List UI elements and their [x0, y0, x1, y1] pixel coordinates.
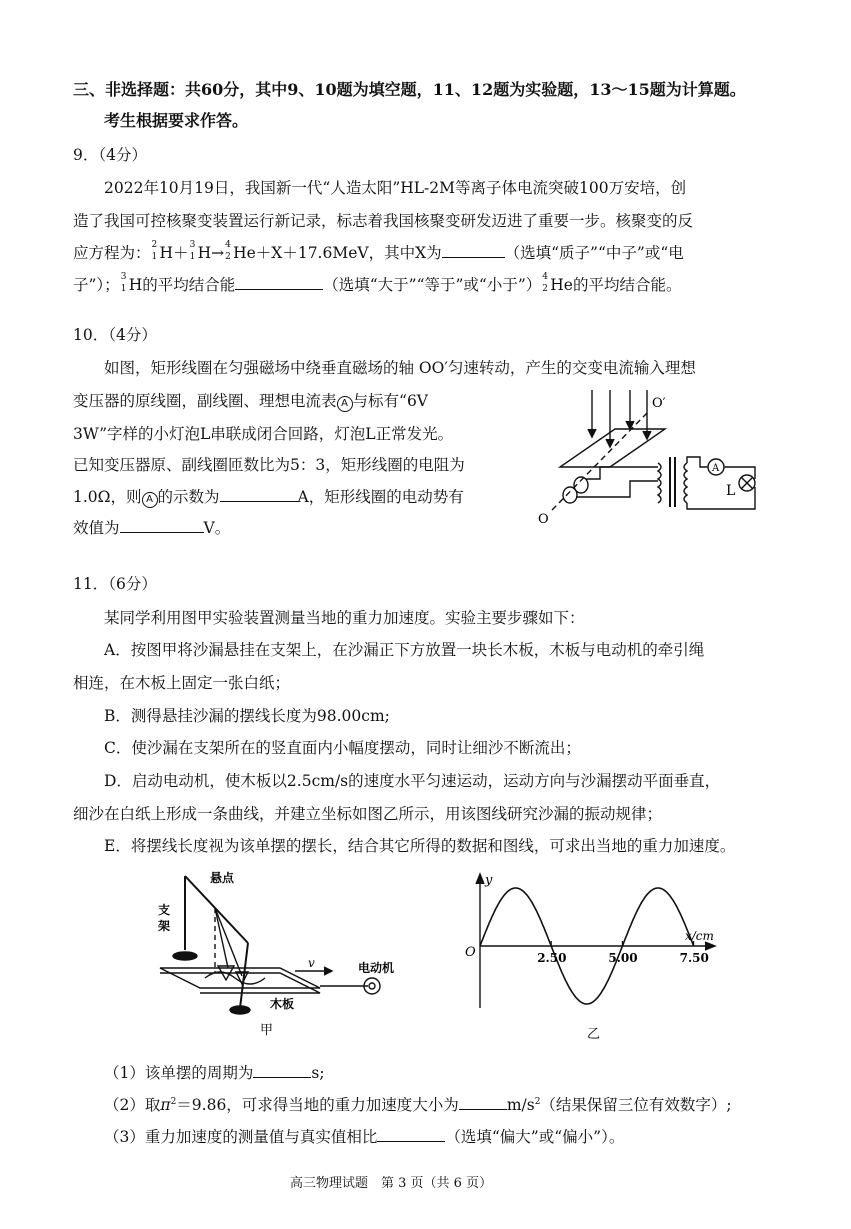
x-tick-label: 5.00: [608, 951, 638, 965]
reaction-arrow: →: [211, 244, 225, 262]
q11-number: 11．（6分）: [73, 575, 157, 593]
isotope-notation: 2 1: [151, 240, 158, 262]
q11-step-b: B．测得悬挂沙漏的摆线长度为98.00cm;: [104, 707, 390, 725]
q9-line3: [73, 241, 684, 263]
q9-line4-d: He的平均结合能。: [550, 276, 682, 294]
ammeter-symbol: A: [337, 396, 353, 412]
q10-line6: [73, 516, 230, 538]
q9-line4-a: 子”）；: [73, 276, 120, 294]
q11-sub2: [104, 1093, 732, 1115]
y-axis-label: y: [485, 873, 493, 888]
q11-step-d1: D．启动电动机，使木板以2.5cm/s的速度水平匀速运动，运动方向与沙漏摆动平面垂直，: [104, 772, 721, 790]
q11-step-d2: 细沙在白纸上形成一条曲线，并建立坐标如图乙所示，用该图线研究沙漏的振动规律；: [73, 805, 663, 823]
q9-line3-a: 应方程为：: [73, 244, 151, 262]
label-o: O: [538, 512, 549, 527]
q11-sub1-a: （1）该单摆的周期为: [104, 1064, 254, 1082]
ammeter-symbol: A: [142, 492, 158, 508]
x-tick-label: 2.50: [537, 951, 567, 965]
q9-line3-c: （选填“质子”“中子”或“电: [504, 244, 684, 262]
answer-blank[interactable]: [253, 1063, 311, 1078]
figure-caption-jia: 甲: [260, 1023, 274, 1038]
q11-sub2-a: （2）取: [104, 1096, 161, 1114]
page-footer: 高三物理试题 第 3 页（共 6 页）: [290, 1176, 493, 1191]
x-tick-label: 7.50: [679, 951, 709, 965]
q11-step-a1: A．按图甲将沙漏悬挂在支架上，在沙漏正下方放置一块长木板，木板与电动机的牵引绳: [104, 641, 705, 659]
q11-intro: 某同学利用图甲实验装置测量当地的重力加速度。实验主要步骤如下：: [104, 609, 585, 627]
q10-line5-c: A，矩形线圈的电动势有: [297, 488, 464, 506]
pendulum-apparatus-figure: [150, 868, 400, 1043]
q11-step-a2: 相连，在木板上固定一张白纸；: [73, 674, 291, 692]
motor-label: 电动机: [358, 961, 395, 975]
pi-exponent: 2: [170, 1096, 177, 1107]
q10-number: 10．（4分）: [73, 326, 157, 344]
stand-label-1: 支: [158, 903, 171, 917]
label-o-prime: O′: [652, 396, 666, 411]
q10-line1: 如图，矩形线圈在匀强磁场中绕垂直磁场的轴 OO′匀速转动，产生的交变电流输入理想: [104, 359, 696, 377]
lamp-label: L: [726, 483, 736, 499]
q11-sub3: [104, 1125, 624, 1147]
q10-line6-a: 效值为: [73, 519, 120, 537]
origin-label: O: [465, 945, 476, 960]
board-label: 木板: [270, 997, 295, 1011]
q9-line1: 2022年10月19日，我国新一代“人造太阳”HL-2M等离子体电流突破100万安培，创: [104, 179, 687, 197]
q9-number: 9．（4分）: [73, 146, 147, 164]
isotope-notation: 3 1: [189, 240, 196, 262]
q11-sub2-d: （结果保留三位有效数字）;: [540, 1096, 732, 1114]
isotope-notation: 3 1: [120, 272, 127, 294]
plus-sign: ＋: [173, 244, 189, 262]
q10-line5: [73, 485, 464, 508]
suspension-label: 悬点: [210, 871, 235, 885]
ammeter-label: A: [712, 463, 720, 474]
stand-label-2: 架: [158, 919, 171, 933]
section-heading: 三、非选择题：共60分，其中9、10题为填空题，11、12题为实验题，13～15题为计算题。: [73, 80, 746, 99]
answer-blank[interactable]: [220, 487, 298, 502]
answer-blank[interactable]: [459, 1095, 507, 1110]
q10-line3: 3W”字样的小灯泡L串联成闭合回路，灯泡L正常发光。: [73, 425, 454, 443]
q9-line4-b: H的平均结合能: [128, 276, 236, 294]
symbol-h: H: [197, 244, 212, 262]
answer-blank[interactable]: [377, 1127, 445, 1142]
q11-sub1: [104, 1061, 325, 1083]
isotope-notation: 4 2: [225, 240, 231, 262]
q9-line2: 造了我国可控核聚变装置运行新记录，标志着我国核聚变研发迈进了重要一步。核聚变的反: [73, 212, 694, 230]
q10-line5-b: 的示数为: [157, 488, 220, 506]
q10-line4: 已知变压器原、副线圈匝数比为5：3，矩形线圈的电阻为: [73, 456, 465, 474]
q9-line4: [73, 273, 681, 295]
x-axis-label: x/cm: [685, 929, 714, 943]
q10-line2: [73, 389, 428, 412]
q9-line4-c: （选填“大于”“等于”或“小于”）: [323, 276, 542, 294]
sine-trace-chart: [455, 868, 725, 1043]
q10-line2-b: 与标有“6V: [352, 392, 428, 410]
unit-exponent: 2: [534, 1096, 541, 1107]
answer-blank[interactable]: [235, 275, 323, 290]
q10-line2-a: 变压器的原线圈，副线圈、理想电流表: [73, 392, 337, 410]
answer-blank[interactable]: [120, 518, 204, 533]
symbol-h: H: [159, 244, 174, 262]
figure-caption-yi: 乙: [587, 1027, 601, 1042]
symbol-he: He: [233, 244, 256, 262]
q11-sub2-c: m/s: [506, 1096, 535, 1114]
q11-step-c: C．使沙漏在支架所在的竖直面内小幅度摆动，同时让细沙不断流出；: [104, 739, 581, 757]
q11-sub3-a: （3）重力加速度的测量值与真实值相比: [104, 1128, 378, 1146]
answer-blank[interactable]: [442, 243, 505, 258]
q9-line3-b: ＋X＋17.6MeV，其中X为: [255, 244, 442, 262]
velocity-label: v: [308, 956, 315, 970]
q10-line5-a: 1.0Ω，则: [73, 488, 142, 506]
q10-line6-b: V。: [203, 519, 231, 537]
generator-transformer-figure: [530, 385, 770, 530]
q11-sub2-b: ＝9.86，可求得当地的重力加速度大小为: [176, 1096, 459, 1114]
isotope-notation: 4 2: [542, 272, 548, 294]
pi-symbol: π: [160, 1096, 171, 1114]
q11-sub3-b: （选填“偏大”或“偏小”）。: [445, 1128, 625, 1146]
section-subline: 考生根据要求作答。: [104, 111, 249, 130]
q11-step-e: E．将摆线长度视为该单摆的摆长，结合其它所得的数据和图线，可求出当地的重力加速度。: [104, 837, 736, 855]
q11-sub1-b: s;: [311, 1064, 325, 1082]
